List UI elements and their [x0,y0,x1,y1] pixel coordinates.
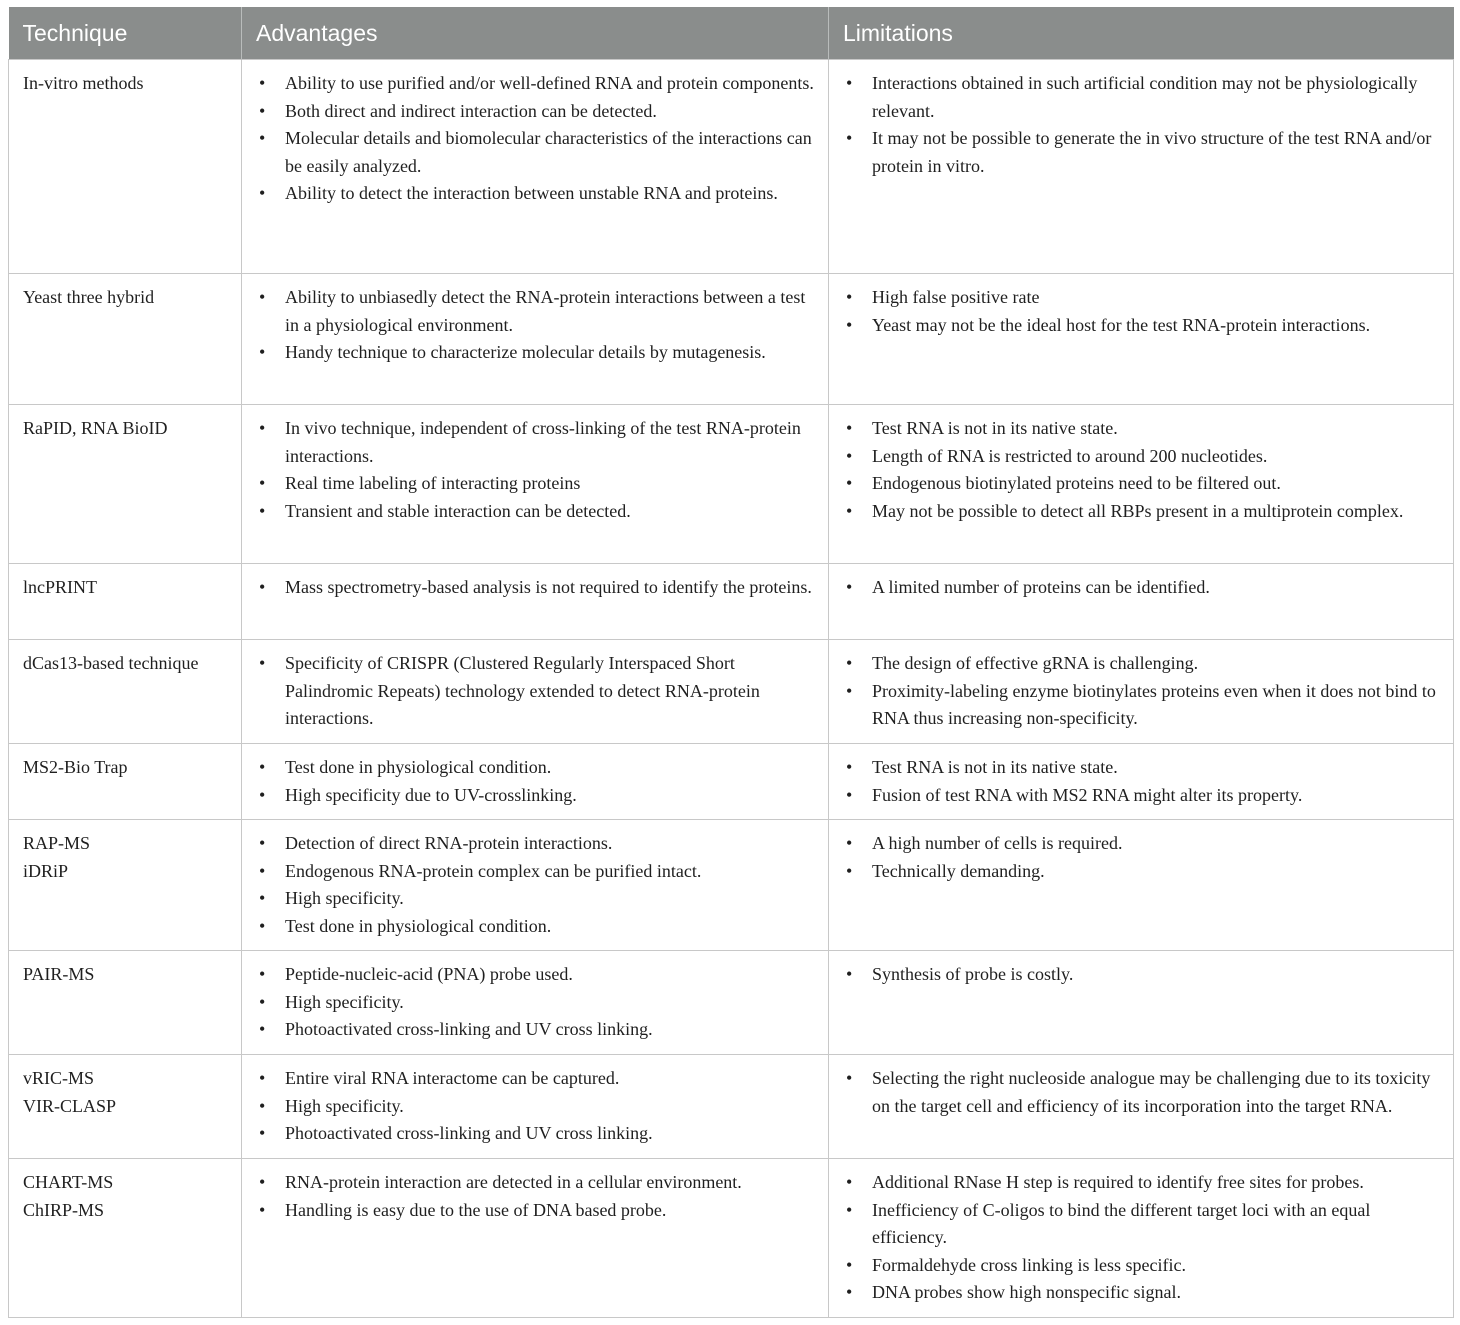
advantages-cell [242,274,829,405]
limitation-item: • Additional RNase H step is required to identify free sites for probes. [843,1169,1441,1197]
technique-cell [9,820,242,951]
table-row [9,951,1454,1055]
advantage-item: • High specificity. [256,1093,816,1121]
table-row [9,405,1454,564]
technique-cell [9,564,242,640]
advantages-list [256,1065,816,1148]
limitation-item: • Proximity-labeling enzyme biotinylates proteins even when it does not bind to RNA thus increasing non-specificity. [843,678,1441,733]
technique-name: dCas13-based technique [23,653,199,673]
limitations-list [843,830,1441,885]
table-row [9,564,1454,640]
technique-name: RaPID, RNA BioID [23,418,168,438]
advantages-cell [242,405,829,564]
advantages-cell [242,1159,829,1318]
table-row [9,1055,1454,1159]
technique-name: iDRiP [23,860,69,881]
limitation-item: • High false positive rate [843,284,1441,312]
limitations-list [843,650,1441,733]
advantage-item: • Detection of direct RNA-protein interactions. [256,830,816,858]
technique-name: RAP-MS [23,833,91,853]
advantage-item: • Test done in physiological condition. [256,913,816,941]
table-row [9,640,1454,744]
advantage-item: • High specificity. [256,885,816,913]
limitations-list [843,70,1441,180]
technique-cell [9,744,242,820]
advantages-list [256,1169,816,1224]
limitation-item: • Interactions obtained in such artificial condition may not be physiologically relevant. [843,70,1441,125]
limitation-item: • Endogenous biotinylated proteins need to be filtered out. [843,470,1441,498]
advantage-item: • Specificity of CRISPR (Clustered Regularly Interspaced Short Palindromic Repeats) technology extended to detect RNA-protein interactions. [256,650,816,733]
advantage-item: • Endogenous RNA-protein complex can be purified intact. [256,858,816,886]
limitations-cell [829,60,1454,274]
advantage-item: • Photoactivated cross-linking and UV cross linking. [256,1016,816,1044]
advantage-item: • Real time labeling of interacting proteins [256,470,816,498]
limitations-list [843,574,1441,602]
advantages-list [256,830,816,940]
header-limitations: Limitations [829,7,1454,60]
limitation-item: • The design of effective gRNA is challenging. [843,650,1441,678]
limitations-cell [829,1159,1454,1318]
advantage-item: • High specificity due to UV-crosslinking. [256,782,816,810]
limitations-cell [829,744,1454,820]
advantages-cell [242,1055,829,1159]
advantages-cell [242,564,829,640]
advantages-cell [242,951,829,1055]
technique-name: vRIC-MS [23,1068,95,1088]
limitation-item: • A limited number of proteins can be identified. [843,574,1441,602]
technique-name: PAIR-MS [23,964,95,984]
advantage-item: • Molecular details and biomolecular characteristics of the interactions can be easily analyzed. [256,125,816,180]
table-row [9,1159,1454,1318]
advantages-cell [242,60,829,274]
header-row [9,7,1454,60]
limitation-item: • Length of RNA is restricted to around 200 nucleotides. [843,443,1441,471]
advantages-list [256,574,816,602]
limitation-item: • Formaldehyde cross linking is less specific. [843,1252,1441,1280]
limitations-cell [829,274,1454,405]
limitation-item: • Fusion of test RNA with MS2 RNA might alter its property. [843,782,1441,810]
limitations-cell [829,564,1454,640]
technique-name: VIR-CLASP [23,1095,117,1116]
limitations-list [843,284,1441,339]
limitations-cell [829,640,1454,744]
advantages-list [256,650,816,733]
technique-cell [9,274,242,405]
technique-name: CHART-MS [23,1172,114,1192]
limitation-item: • Technically demanding. [843,858,1441,886]
advantage-item: • Photoactivated cross-linking and UV cross linking. [256,1120,816,1148]
table-body [9,60,1454,1318]
table-header [9,7,1454,60]
advantage-item: • Peptide-nucleic-acid (PNA) probe used. [256,961,816,989]
limitation-item: • Selecting the right nucleoside analogue may be challenging due to its toxicity on the target cell and efficiency of its incorporation into the target RNA. [843,1065,1441,1120]
advantages-list [256,284,816,367]
advantages-cell [242,744,829,820]
technique-cell [9,1159,242,1318]
technique-cell [9,405,242,564]
limitations-cell [829,820,1454,951]
header-technique: Technique [9,7,242,60]
limitation-item: • Inefficiency of C-oligos to bind the different target loci with an equal efficiency. [843,1197,1441,1252]
technique-name: MS2-Bio Trap [23,757,128,777]
technique-cell [9,1055,242,1159]
technique-cell [9,60,242,274]
advantages-list [256,961,816,1044]
advantage-item: • In vivo technique, independent of cross-linking of the test RNA-protein interactions. [256,415,816,470]
limitation-item: • It may not be possible to generate the in vivo structure of the test RNA and/or protein in vitro. [843,125,1441,180]
limitation-item: • A high number of cells is required. [843,830,1441,858]
advantages-list [256,415,816,525]
technique-cell [9,951,242,1055]
advantages-cell [242,640,829,744]
advantage-item: • Transient and stable interaction can be detected. [256,498,816,526]
advantage-item: • Ability to detect the interaction between unstable RNA and proteins. [256,180,816,208]
limitations-list [843,415,1441,525]
table-row [9,274,1454,405]
limitation-item: • Test RNA is not in its native state. [843,415,1441,443]
limitations-cell [829,405,1454,564]
advantage-item: • Entire viral RNA interactome can be captured. [256,1065,816,1093]
technique-name: In-vitro methods [23,73,144,93]
advantage-item: • Test done in physiological condition. [256,754,816,782]
technique-comparison-table [8,7,1454,1318]
limitations-list [843,754,1441,809]
header-advantages: Advantages [242,7,829,60]
limitations-list [843,961,1441,989]
advantage-item: • RNA-protein interaction are detected in a cellular environment. [256,1169,816,1197]
advantage-item: • Ability to unbiasedly detect the RNA-protein interactions between a test in a physiological environment. [256,284,816,339]
limitation-item: • Test RNA is not in its native state. [843,754,1441,782]
table-row [9,820,1454,951]
advantage-item: • Ability to use purified and/or well-defined RNA and protein components. [256,70,816,98]
advantage-item: • Handling is easy due to the use of DNA based probe. [256,1197,816,1225]
table-row [9,744,1454,820]
technique-name: Yeast three hybrid [23,287,155,307]
advantage-item: • Handy technique to characterize molecular details by mutagenesis. [256,339,816,367]
technique-cell [9,640,242,744]
limitations-cell [829,951,1454,1055]
advantages-list [256,754,816,809]
advantage-item: • Both direct and indirect interaction can be detected. [256,98,816,126]
advantages-list [256,70,816,208]
limitations-list [843,1065,1441,1120]
advantage-item: • High specificity. [256,989,816,1017]
limitation-item: • DNA probes show high nonspecific signal. [843,1279,1441,1307]
advantages-cell [242,820,829,951]
limitations-list [843,1169,1441,1307]
table-row [9,60,1454,274]
limitation-item: • Synthesis of probe is costly. [843,961,1441,989]
technique-name: lncPRINT [23,577,97,597]
limitation-item: • Yeast may not be the ideal host for the test RNA-protein interactions. [843,312,1441,340]
advantage-item: • Mass spectrometry-based analysis is not required to identify the proteins. [256,574,816,602]
technique-name: ChIRP-MS [23,1199,105,1220]
limitation-item: • May not be possible to detect all RBPs present in a multiprotein complex. [843,498,1441,526]
limitations-cell [829,1055,1454,1159]
